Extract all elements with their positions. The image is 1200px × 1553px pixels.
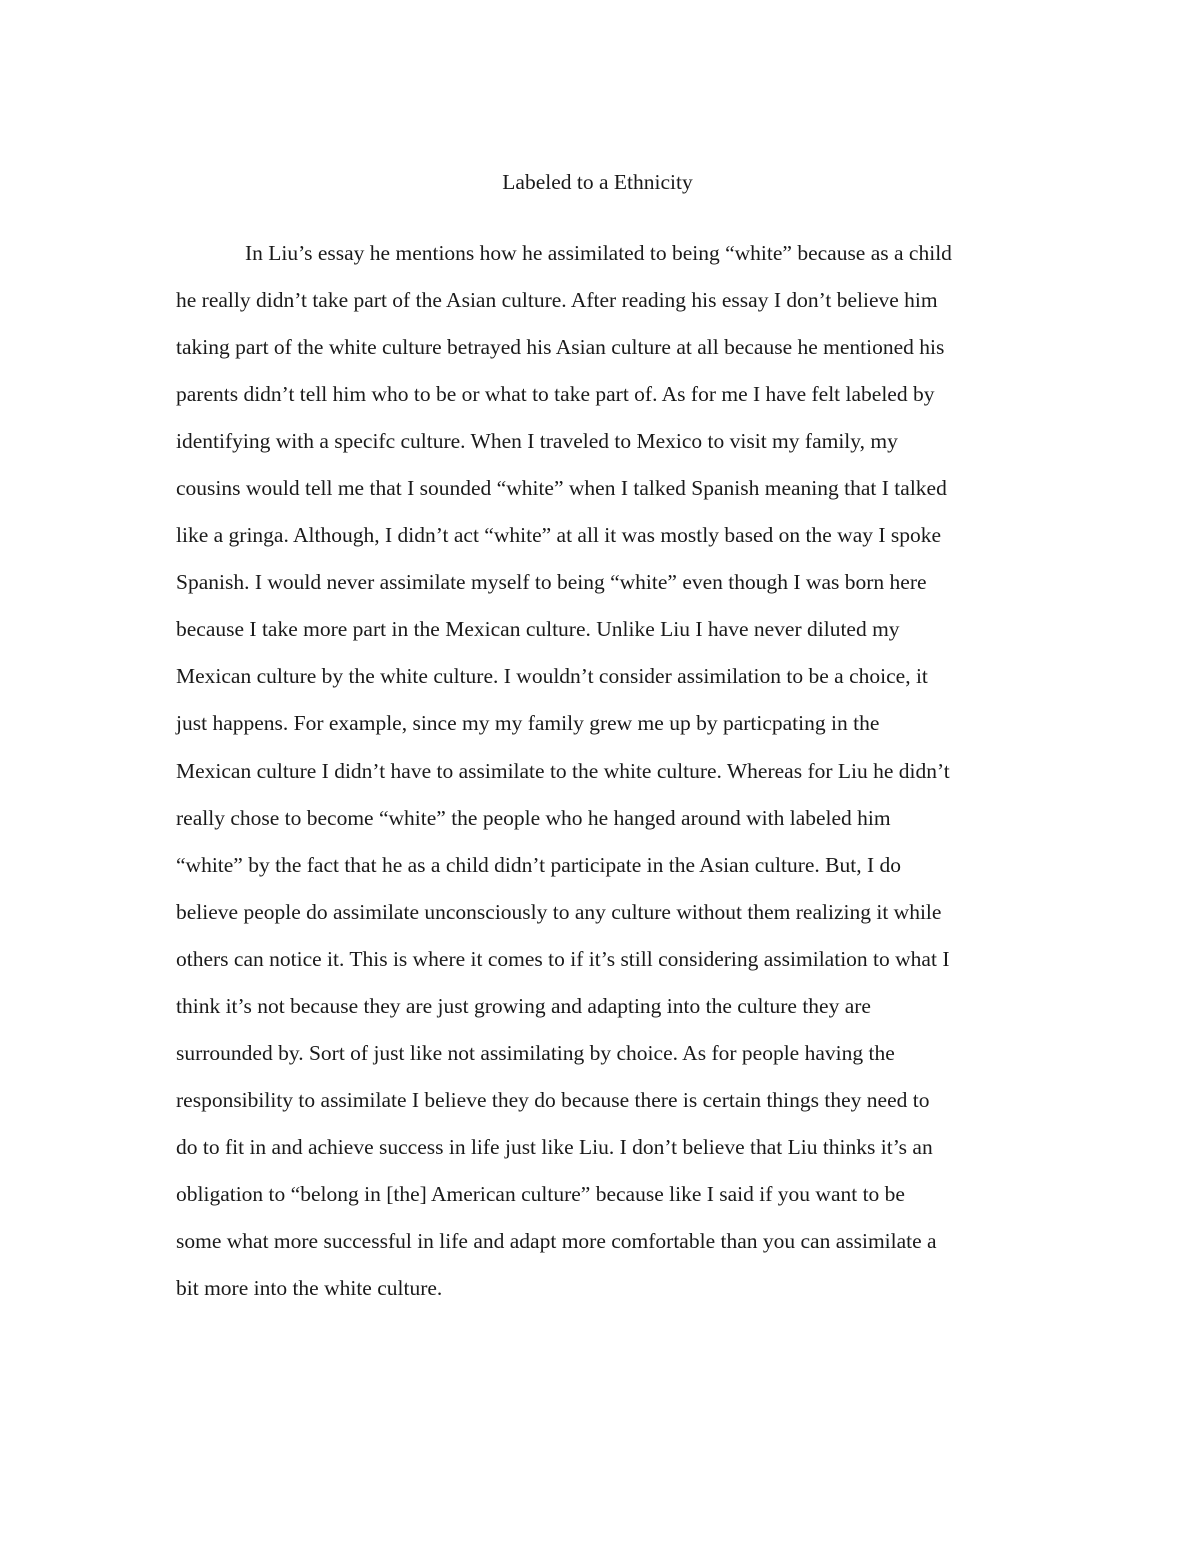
text-line: responsibility to assimilate I believe they do because there is certain things they need to (176, 1087, 930, 1112)
text-line: he really didn’t take part of the Asian culture. After reading his essay I don’t believe him (176, 288, 938, 313)
text-line: do to fit in and achieve success in life just like Liu. I don’t believe that Liu thinks it’s an (176, 1134, 933, 1159)
text-line: some what more successful in life and adapt more comfortable than you can assimilate a (176, 1228, 937, 1253)
text-line: Mexican culture by the white culture. I wouldn’t consider assimilation to be a choice, it (176, 664, 928, 689)
text-line: Mexican culture I didn’t have to assimilate to the white culture. Whereas for Liu he didn’t (176, 758, 950, 783)
text-line: identifying with a specifc culture. When I traveled to Mexico to visit my family, my (176, 429, 898, 454)
text-line: “white” by the fact that he as a child didn’t participate in the Asian culture. But, I do (176, 852, 902, 877)
text-line: In Liu’s essay he mentions how he assimilated to being “white” because as a child (245, 241, 952, 265)
text-line: like a gringa. Although, I didn’t act “white” at all it was mostly based on the way I spoke (176, 523, 942, 548)
text-line: really chose to become “white” the people who he hanged around with labeled him (176, 805, 891, 830)
text-line: because I take more part in the Mexican culture. Unlike Liu I have never diluted my (176, 617, 900, 642)
text-line: others can notice it. This is where it comes to if it’s still considering assimilation to what I (176, 946, 950, 971)
text-line: Spanish. I would never assimilate myself to being “white” even though I was born here (176, 570, 927, 595)
text-line: just happens. For example, since my my family grew me up by particpating in the (176, 711, 880, 736)
text-line: obligation to “belong in [the] American culture” because like I said if you want to be (176, 1181, 905, 1206)
text-line: think it’s not because they are just growing and adapting into the culture they are (176, 993, 871, 1018)
text-line: bit more into the white culture. (176, 1276, 443, 1301)
text-line: taking part of the white culture betrayed his Asian culture at all because he mentioned his (176, 335, 945, 360)
document-title: Labeled to a Ethnicity (502, 170, 693, 194)
text-line: parents didn’t tell him who to be or what to take part of. As for me I have felt labeled by (176, 382, 935, 407)
essay-paragraph (176, 238, 1036, 1320)
text-line: surrounded by. Sort of just like not assimilating by choice. As for people having the (176, 1040, 895, 1065)
text-line: believe people do assimilate unconsciously to any culture without them realizing it while (176, 899, 942, 924)
text-line: cousins would tell me that I sounded “white” when I talked Spanish meaning that I talked (176, 476, 947, 501)
